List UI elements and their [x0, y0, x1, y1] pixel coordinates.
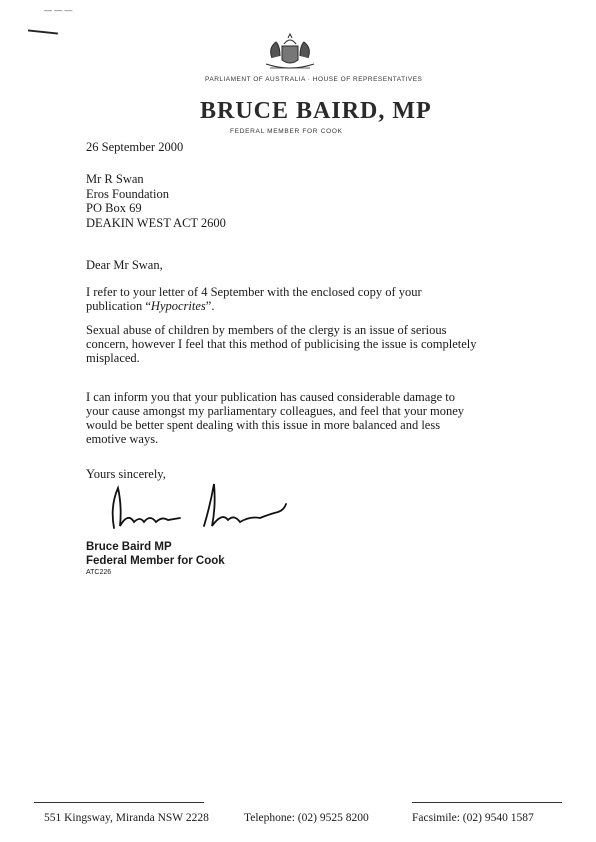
paragraph-line: would be better spent dealing with this issue in more balanced and less: [86, 418, 441, 432]
corner-dash-mark: — — —: [44, 6, 73, 15]
salutation: Dear Mr Swan,: [86, 258, 163, 272]
paragraph-line: I refer to your letter of 4 September with the enclosed copy of your: [86, 285, 422, 299]
paragraph-1: [86, 285, 422, 313]
letter-date: 26 September 2000: [86, 140, 184, 154]
reference-code: ATC226: [86, 569, 112, 576]
parliament-line: PARLIAMENT OF AUSTRALIA · HOUSE OF REPRESENTATIVES: [205, 76, 423, 83]
footer-facsimile: Facsimile: (02) 9540 1587: [412, 812, 534, 824]
signer-name: Bruce Baird MP: [86, 541, 172, 553]
letterhead-name: BRUCE BAIRD, MP: [200, 98, 432, 124]
recipient-line: Eros Foundation: [86, 186, 169, 201]
closing: Yours sincerely,: [86, 467, 166, 481]
coat-of-arms-icon: [262, 28, 318, 72]
paragraph-line: [86, 299, 422, 313]
footer-telephone: Telephone: (02) 9525 8200: [244, 812, 369, 824]
signer-title: Federal Member for Cook: [86, 555, 225, 567]
letterhead-subtitle: FEDERAL MEMBER FOR COOK: [230, 128, 343, 135]
footer-address: 551 Kingsway, Miranda NSW 2228: [44, 812, 209, 824]
paragraph-line: misplaced.: [86, 351, 140, 365]
paragraph-line: emotive ways.: [86, 432, 159, 446]
signer-block: [86, 540, 225, 568]
paragraph-2: [86, 323, 477, 365]
recipient-address: [86, 172, 226, 230]
handwritten-signature: [100, 476, 300, 536]
footer-divider-left: [34, 802, 204, 803]
recipient-line: Mr R Swan: [86, 172, 144, 186]
paragraph-text: ”.: [205, 299, 215, 313]
footer-divider-right: [412, 802, 562, 803]
paragraph-line: I can inform you that your publication has caused considerable damage to: [86, 390, 455, 404]
paragraph-line: Sexual abuse of children by members of the clergy is an issue of serious: [86, 323, 447, 337]
recipient-line: PO Box 69: [86, 201, 142, 215]
paragraph-text: publication “: [86, 299, 151, 313]
recipient-line: DEAKIN WEST ACT 2600: [86, 215, 226, 230]
paragraph-line: concern, however I feel that this method of publicising the issue is completely: [86, 337, 477, 351]
footer: [44, 812, 534, 824]
corner-pen-mark: [28, 29, 58, 34]
publication-title: Hypocrites: [150, 299, 206, 313]
paragraph-3: [86, 390, 464, 446]
paragraph-line: your cause amongst my parliamentary colleagues, and feel that your money: [86, 404, 464, 418]
